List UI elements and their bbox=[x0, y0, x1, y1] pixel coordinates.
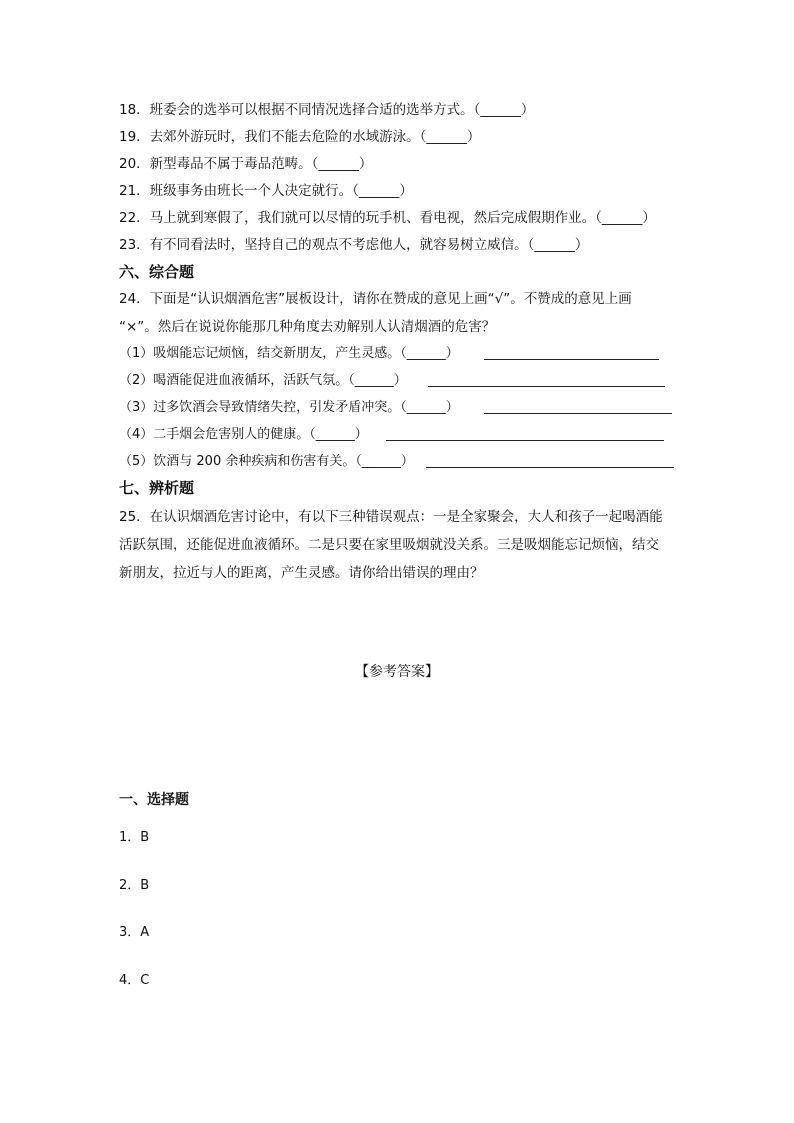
question-24-item-4: （4）二手烟会危害别人的健康。（______） bbox=[119, 427, 368, 442]
question-18: 18．班委会的选举可以根据不同情况选择合适的选举方式。（______） bbox=[119, 102, 535, 118]
question-24-item-3: （3）过多饮酒会导致情绪失控，引发矛盾冲突。（______） bbox=[119, 400, 459, 415]
section-7-heading: 七、辨析题 bbox=[119, 479, 195, 497]
answer-line-5 bbox=[426, 467, 674, 468]
question-24-item-5: （5）饮酒与 200 余种疾病和伤害有关。（______） bbox=[119, 454, 414, 469]
question-25-line-1: 25．在认识烟酒危害讨论中，有以下三种错误观点：一是全家聚会，大人和孩子一起喝酒能 bbox=[119, 509, 663, 525]
question-24-line-2: “×”。然后在说说你能那几种角度去劝解别人认清烟酒的危害？ bbox=[119, 319, 496, 335]
answer-line-4 bbox=[386, 440, 664, 441]
question-20: 20．新型毒品不属于毒品范畴。（______） bbox=[119, 156, 373, 172]
answer-item-1: 1．B bbox=[119, 830, 150, 845]
question-25-line-3: 新朋友，拉近与人的距离，产生灵感。请你给出错误的理由？ bbox=[119, 565, 484, 581]
question-23: 23．有不同看法时，坚持自己的观点不考虑他人，就容易树立威信。（______） bbox=[119, 237, 589, 253]
answer-item-3: 3．A bbox=[119, 925, 150, 940]
question-24-item-2: （2）喝酒能促进血液循环，活跃气氛。（______） bbox=[119, 373, 407, 388]
question-24-item-1: （1）吸烟能忘记烦恼，结交新朋友，产生灵感。（______） bbox=[119, 346, 459, 361]
answer-section-1-heading: 一、选择题 bbox=[119, 792, 189, 808]
answer-item-2: 2．B bbox=[119, 878, 150, 893]
section-6-heading: 六、综合题 bbox=[119, 263, 195, 281]
question-21: 21．班级事务由班长一个人决定就行。（______） bbox=[119, 183, 413, 199]
reference-answer-title: 【参考答案】 bbox=[355, 664, 439, 680]
answer-line-3 bbox=[484, 413, 672, 414]
question-22: 22．马上就到寒假了，我们就可以尽情的玩手机、看电视，然后完成假期作业。（______） bbox=[119, 210, 656, 226]
question-19: 19．去郊外游玩时，我们不能去危险的水域游泳。（______） bbox=[119, 129, 481, 145]
answer-line-1 bbox=[484, 359, 659, 360]
answer-line-2 bbox=[428, 386, 665, 387]
answer-item-4: 4．C bbox=[119, 973, 150, 988]
question-24-line-1: 24．下面是“认识烟酒危害”展板设计，请你在赞成的意见上画“√”。不赞成的意见上画 bbox=[119, 291, 632, 307]
question-25-line-2: 活跃氛围，还能促进血液循环。二是只要在家里吸烟就没关系。三是吸烟能忘记烦恼，结交 bbox=[119, 537, 659, 553]
